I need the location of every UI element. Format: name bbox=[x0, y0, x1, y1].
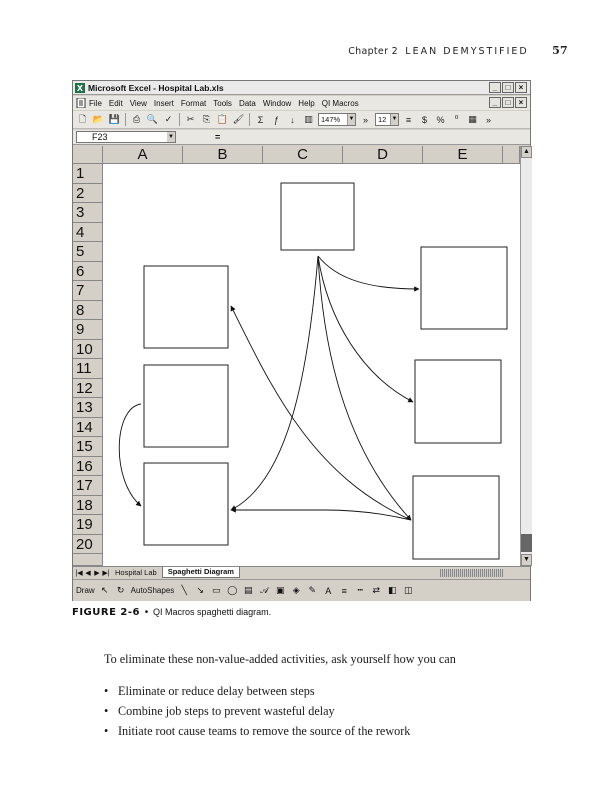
row-header[interactable]: 8 bbox=[73, 301, 103, 321]
row-header[interactable]: 13 bbox=[73, 398, 103, 418]
zoom-value: 147% bbox=[321, 115, 341, 124]
row-header[interactable]: 4 bbox=[73, 223, 103, 243]
row-header[interactable]: 12 bbox=[73, 379, 103, 399]
figure-label: FIGURE 2-6 bbox=[72, 607, 140, 618]
page-number: 57 bbox=[552, 44, 568, 57]
row-header[interactable]: 18 bbox=[73, 496, 103, 516]
row-header[interactable]: 1 bbox=[73, 164, 103, 184]
line-icon[interactable]: ╲ bbox=[181, 585, 187, 595]
copy-icon[interactable]: ⎘ bbox=[202, 114, 211, 124]
menu-view[interactable]: View bbox=[129, 98, 147, 108]
function-icon[interactable]: ƒ bbox=[273, 114, 279, 125]
rectangle-icon[interactable]: ▭ bbox=[212, 585, 221, 595]
scroll-up-icon[interactable]: ▲ bbox=[521, 146, 532, 158]
figure-separator: • bbox=[144, 607, 149, 618]
wordart-icon[interactable]: 𝒜 bbox=[260, 585, 269, 595]
free-rotate-icon[interactable]: ↻ bbox=[116, 585, 125, 595]
workbook-icon[interactable] bbox=[76, 98, 86, 108]
prev-sheet-icon[interactable]: ◀ bbox=[85, 569, 91, 577]
sheet-tab-bar bbox=[73, 566, 530, 578]
spaghetti-diagram bbox=[73, 146, 532, 566]
draw-menu-button[interactable]: Draw bbox=[76, 586, 95, 595]
scroll-down-icon[interactable]: ▼ bbox=[521, 554, 532, 566]
standard-toolbar bbox=[73, 111, 530, 129]
clip-art-icon[interactable]: ▣ bbox=[276, 585, 285, 595]
borders-icon[interactable]: ▦ bbox=[468, 114, 477, 124]
tab-hospital-lab[interactable]: Hospital Lab bbox=[115, 568, 157, 577]
tab-navigation bbox=[75, 569, 110, 577]
row-header[interactable]: 11 bbox=[73, 359, 103, 379]
name-box-value: F23 bbox=[92, 132, 108, 142]
drawing-toolbar bbox=[73, 579, 530, 601]
flow-arrow bbox=[231, 510, 411, 520]
flow-arrow bbox=[119, 404, 141, 506]
menu-file[interactable]: File bbox=[89, 98, 102, 108]
font-size-select[interactable] bbox=[375, 113, 399, 126]
scroll-thumb[interactable] bbox=[521, 534, 532, 552]
select-objects-icon[interactable]: ↖ bbox=[100, 585, 109, 595]
process-box-left-upper[interactable] bbox=[144, 266, 228, 348]
last-sheet-icon[interactable]: ▶| bbox=[102, 569, 110, 577]
worksheet-grid[interactable] bbox=[73, 146, 532, 566]
chart-wizard-icon[interactable]: ▥ bbox=[304, 114, 313, 124]
tab-spaghetti-diagram[interactable]: Spaghetti Diagram bbox=[162, 567, 240, 578]
row-header[interactable]: 2 bbox=[73, 184, 103, 204]
more-buttons-icon[interactable]: » bbox=[485, 114, 491, 125]
new-document-icon[interactable]: 🗋 bbox=[78, 113, 87, 124]
flow-arrow bbox=[318, 256, 411, 520]
row-header[interactable]: 5 bbox=[73, 242, 103, 262]
figure-caption bbox=[72, 607, 271, 618]
next-sheet-icon[interactable]: ▶ bbox=[94, 569, 100, 577]
list-item: • Eliminate or reduce delay between steps bbox=[104, 684, 410, 704]
3d-icon[interactable]: ◫ bbox=[404, 585, 413, 595]
row-header[interactable]: 3 bbox=[73, 203, 103, 223]
row-header[interactable]: 15 bbox=[73, 437, 103, 457]
process-box-right-upper[interactable] bbox=[421, 247, 507, 329]
column-header-b[interactable]: B bbox=[183, 146, 263, 164]
fill-color-icon[interactable]: ◈ bbox=[292, 585, 300, 595]
close-button[interactable]: × bbox=[515, 82, 527, 93]
list-item: • Initiate root cause teams to remove the source of the rework bbox=[104, 724, 410, 744]
formula-bar bbox=[73, 130, 530, 145]
column-header-d[interactable]: D bbox=[343, 146, 423, 164]
vertical-scrollbar[interactable] bbox=[520, 146, 532, 566]
flow-arrow bbox=[318, 256, 413, 402]
running-head bbox=[348, 44, 568, 57]
chevron-down-icon: ▼ bbox=[347, 114, 355, 125]
bullet-list bbox=[104, 684, 410, 744]
workbook-restore-button[interactable]: □ bbox=[502, 97, 514, 108]
font-color-icon[interactable]: A bbox=[325, 585, 332, 596]
row-header[interactable]: 19 bbox=[73, 515, 103, 535]
menu-insert[interactable]: Insert bbox=[153, 98, 174, 108]
row-header[interactable]: 17 bbox=[73, 476, 103, 496]
menu-help[interactable]: Help bbox=[298, 98, 315, 108]
svg-text:X: X bbox=[76, 83, 84, 93]
zoom-select[interactable] bbox=[318, 113, 356, 126]
process-box-left-lower[interactable] bbox=[144, 463, 228, 545]
chevron-down-icon: ▼ bbox=[390, 114, 398, 125]
flow-arrow bbox=[318, 256, 419, 289]
shadow-icon[interactable]: ◧ bbox=[388, 585, 397, 595]
currency-icon[interactable]: $ bbox=[421, 114, 427, 125]
menu-bar bbox=[73, 96, 530, 110]
process-box-left-middle[interactable] bbox=[144, 365, 228, 447]
decimal-icon[interactable]: ⁰ bbox=[454, 114, 459, 124]
body-paragraph: To eliminate these non-value-added activities, ask yourself how you can bbox=[104, 652, 456, 666]
save-icon[interactable]: 💾 bbox=[108, 114, 121, 124]
menu-edit[interactable]: Edit bbox=[108, 98, 123, 108]
process-box-right-middle[interactable] bbox=[415, 360, 501, 443]
font-size-value: 12 bbox=[378, 115, 387, 124]
column-header-e[interactable]: E bbox=[423, 146, 503, 164]
autosum-icon[interactable]: Σ bbox=[257, 114, 264, 125]
row-header[interactable]: 20 bbox=[73, 535, 103, 555]
workbook-close-button[interactable]: × bbox=[515, 97, 527, 108]
more-buttons-icon[interactable]: » bbox=[362, 114, 368, 125]
print-preview-icon[interactable]: 🔍 bbox=[146, 114, 159, 124]
figure-caption-text: QI Macros spaghetti diagram. bbox=[153, 607, 272, 617]
excel-app-icon bbox=[75, 83, 85, 93]
center-align-icon[interactable]: ≡ bbox=[405, 114, 412, 125]
line-style-icon[interactable]: ≡ bbox=[341, 585, 347, 596]
line-color-icon[interactable]: ✎ bbox=[308, 585, 317, 595]
menu-format[interactable]: Format bbox=[180, 98, 207, 108]
oval-icon[interactable]: ◯ bbox=[227, 585, 238, 595]
workbook-minimize-button[interactable]: _ bbox=[489, 97, 501, 108]
menu-window[interactable]: Window bbox=[262, 98, 292, 108]
minimize-button[interactable]: _ bbox=[489, 82, 501, 93]
autoshapes-menu-button[interactable]: AutoShapes bbox=[130, 586, 175, 595]
row-header[interactable]: 7 bbox=[73, 281, 103, 301]
sort-ascending-icon[interactable]: ↓ bbox=[290, 114, 295, 125]
window-controls bbox=[489, 82, 527, 93]
maximize-button[interactable]: □ bbox=[502, 82, 514, 93]
row-header[interactable]: 16 bbox=[73, 457, 103, 477]
process-box-top[interactable] bbox=[281, 183, 354, 250]
window-title: Microsoft Excel - Hospital Lab.xls bbox=[88, 82, 224, 93]
toolbar-separator bbox=[179, 113, 180, 126]
name-box[interactable] bbox=[76, 131, 176, 143]
menu-qi-macros[interactable]: QI Macros bbox=[321, 98, 359, 108]
column-header-c[interactable]: C bbox=[263, 146, 343, 164]
first-sheet-icon[interactable]: |◀ bbox=[75, 569, 83, 577]
formula-equals[interactable]: = bbox=[215, 132, 221, 142]
spelling-icon[interactable]: ✓ bbox=[164, 114, 173, 124]
process-box-right-lower[interactable] bbox=[413, 476, 499, 559]
column-header-a[interactable]: A bbox=[103, 146, 183, 164]
horizontal-scroll-thumb[interactable] bbox=[440, 569, 504, 577]
row-header[interactable]: 6 bbox=[73, 262, 103, 282]
flow-arrow bbox=[231, 256, 318, 510]
chevron-down-icon: ▼ bbox=[168, 134, 174, 140]
arrow-icon[interactable]: ↘ bbox=[196, 585, 205, 595]
toolbar-separator bbox=[125, 113, 126, 126]
row-header[interactable]: 14 bbox=[73, 418, 103, 438]
menu-tools[interactable]: Tools bbox=[213, 98, 232, 108]
open-folder-icon[interactable]: 📂 bbox=[92, 114, 105, 124]
cut-icon[interactable]: ✂ bbox=[186, 114, 195, 124]
toolbar-separator bbox=[249, 113, 250, 126]
format-painter-icon[interactable]: 🖌 bbox=[232, 114, 245, 124]
arrow-style-icon[interactable]: ⇄ bbox=[372, 585, 381, 595]
title-bar bbox=[73, 81, 530, 95]
dash-style-icon[interactable]: ┅ bbox=[357, 585, 363, 595]
row-header[interactable]: 9 bbox=[73, 320, 103, 340]
paste-icon[interactable]: 📋 bbox=[216, 114, 229, 124]
chapter-title: LEAN DEMYSTIFIED bbox=[405, 46, 529, 57]
row-header[interactable]: 10 bbox=[73, 340, 103, 360]
excel-window bbox=[72, 80, 531, 601]
workbook-window-controls bbox=[489, 97, 527, 108]
percent-icon[interactable]: % bbox=[436, 114, 445, 125]
chapter-label: Chapter 2 bbox=[348, 46, 398, 57]
menu-data[interactable]: Data bbox=[238, 98, 256, 108]
text-box-icon[interactable]: ▤ bbox=[244, 585, 253, 595]
print-icon[interactable]: ⎙ bbox=[132, 114, 141, 124]
list-item: • Combine job steps to prevent wasteful delay bbox=[104, 704, 410, 724]
